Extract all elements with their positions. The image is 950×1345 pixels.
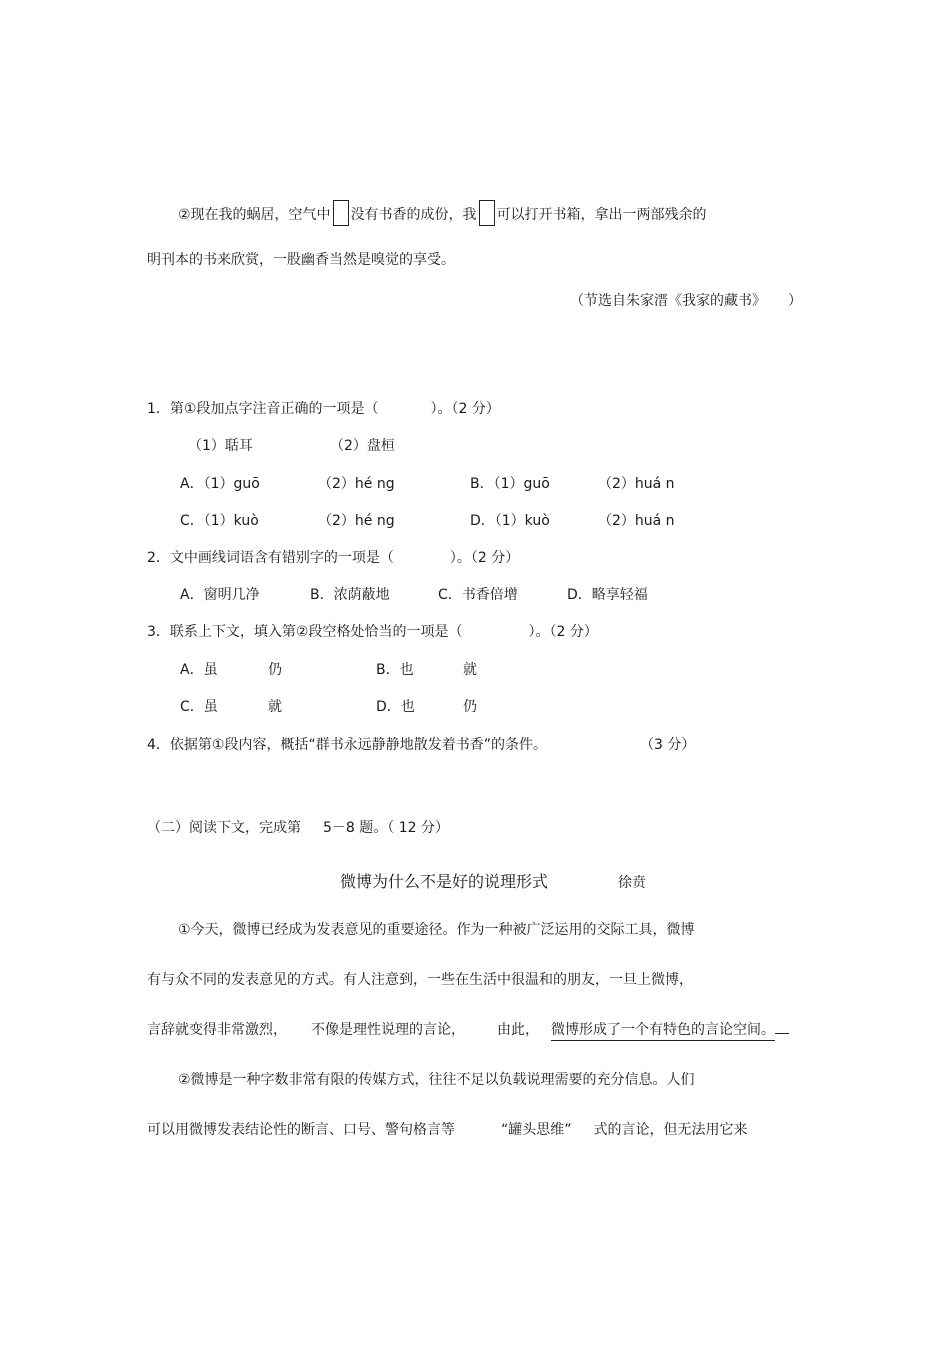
q1-stem-text: 1．第①段加点字注音正确的一项是（	[147, 401, 379, 417]
para2-end: 可以打开书箱，拿出一两部残余的	[496, 207, 707, 223]
q3-option-b[interactable]: B．也	[376, 662, 414, 678]
q1-option-b-part2: （2）huá n	[598, 476, 675, 492]
q2-stem-text: 2．文中画线词语含有错别字的一项是（	[147, 550, 394, 566]
q3-stem-text: 3．联系上下文，填入第②段空格处恰当的一项是（	[147, 624, 463, 640]
q2-stem-end: ）。（2 分）	[449, 550, 520, 566]
q3-option-b-part2: 就	[463, 662, 477, 678]
source-open: （节选自朱家溍《我家的藏书》	[570, 293, 766, 309]
para2-mid: 没有书香的成份，我	[350, 207, 477, 223]
q4-stem: 4．依据第①段内容，概括“群书永远静静地散发着书香”的条件。	[147, 737, 547, 753]
q3-stem-end: ）。（2 分）	[528, 624, 598, 640]
q3-option-a[interactable]: A．虽	[180, 662, 218, 678]
q3-option-c-part2: 就	[268, 699, 282, 715]
q2-option-c[interactable]: C．书香倍增	[438, 587, 518, 603]
article-p1-line3	[147, 1020, 789, 1040]
q2-option-b[interactable]: B．浓荫蔽地	[310, 587, 390, 603]
q3-option-d-part2: 仍	[463, 699, 477, 715]
q1-stem-end: ）。（2 分）	[430, 401, 500, 417]
q4-score: （3 分）	[640, 737, 696, 753]
q1-option-d[interactable]: D．（1）kuò	[470, 513, 550, 529]
source-close: ）	[788, 293, 802, 309]
q1-item1: （1）聒耳	[188, 438, 253, 454]
q1-option-a[interactable]: A．（1）guō	[180, 476, 260, 492]
q3-option-c[interactable]: C．虽	[180, 699, 218, 715]
q1-option-d-part2: （2）huá n	[598, 513, 675, 529]
p1-l3-part-c: 由此，	[497, 1022, 539, 1038]
p2-l2-part-b: “罐头思维”	[501, 1122, 572, 1138]
section2-heading	[147, 818, 449, 838]
article-p1-line1: ①今天，微博已经成为发表意见的重要途径。作为一种被广泛运用的交际工具，微博	[178, 922, 695, 938]
article-p1-line2: 有与众不同的发表意见的方式。有人注意到，一些在生活中很温和的朋友，一旦上微博，	[147, 972, 693, 988]
article-p2-line2	[147, 1120, 748, 1140]
q2-option-a[interactable]: A．窗明几净	[180, 587, 260, 603]
p2-l2-part-c: 式的言论，但无法用它来	[593, 1122, 748, 1138]
p1-l3-part-b: 不像是理性说理的言论，	[311, 1022, 465, 1038]
q2-stem	[147, 548, 519, 568]
article-p2-line1: ②微博是一种字数非常有限的传媒方式，往往不足以负载说理需要的充分信息。人们	[178, 1072, 695, 1088]
underline-tail	[775, 1031, 789, 1034]
para2-start: ②现在我的蜗居，空气中	[178, 207, 331, 223]
fill-blank-box-1[interactable]	[333, 200, 349, 226]
section2-heading-range: 5－8 题。（ 12 分）	[323, 820, 449, 836]
fill-blank-box-2[interactable]	[479, 200, 495, 226]
q2-option-d[interactable]: D．略享轻福	[567, 587, 648, 603]
q1-option-b[interactable]: B．（1）guō	[470, 476, 550, 492]
article-author: 徐贲	[618, 875, 646, 891]
q1-option-a-part2: （2）hé ng	[318, 476, 395, 492]
q1-stem	[147, 399, 500, 419]
q1-option-c[interactable]: C．（1）kuò	[180, 513, 259, 529]
q3-stem	[147, 622, 598, 642]
passage-source	[570, 291, 802, 311]
p2-l2-part-a: 可以用微博发表结论性的断言、口号、警句格言等	[147, 1122, 455, 1138]
article-title: 微博为什么不是好的说理形式	[340, 872, 549, 891]
q3-option-d[interactable]: D．也	[376, 699, 415, 715]
q3-option-a-part2: 仍	[268, 662, 282, 678]
underlined-sentence: 微博形成了一个有特色的言论空间。	[551, 1022, 775, 1041]
q1-option-c-part2: （2）hé ng	[318, 513, 395, 529]
q1-item2: （2）盘桓	[330, 438, 395, 454]
passage-para2-line1	[178, 200, 707, 226]
p1-l3-part-a: 言辞就变得非常激烈，	[147, 1022, 287, 1038]
passage-para2-line2: 明刊本的书来欣赏，一股幽香当然是嗅觉的享受。	[147, 252, 455, 268]
section2-heading-text: （二）阅读下文，完成第	[147, 820, 301, 836]
